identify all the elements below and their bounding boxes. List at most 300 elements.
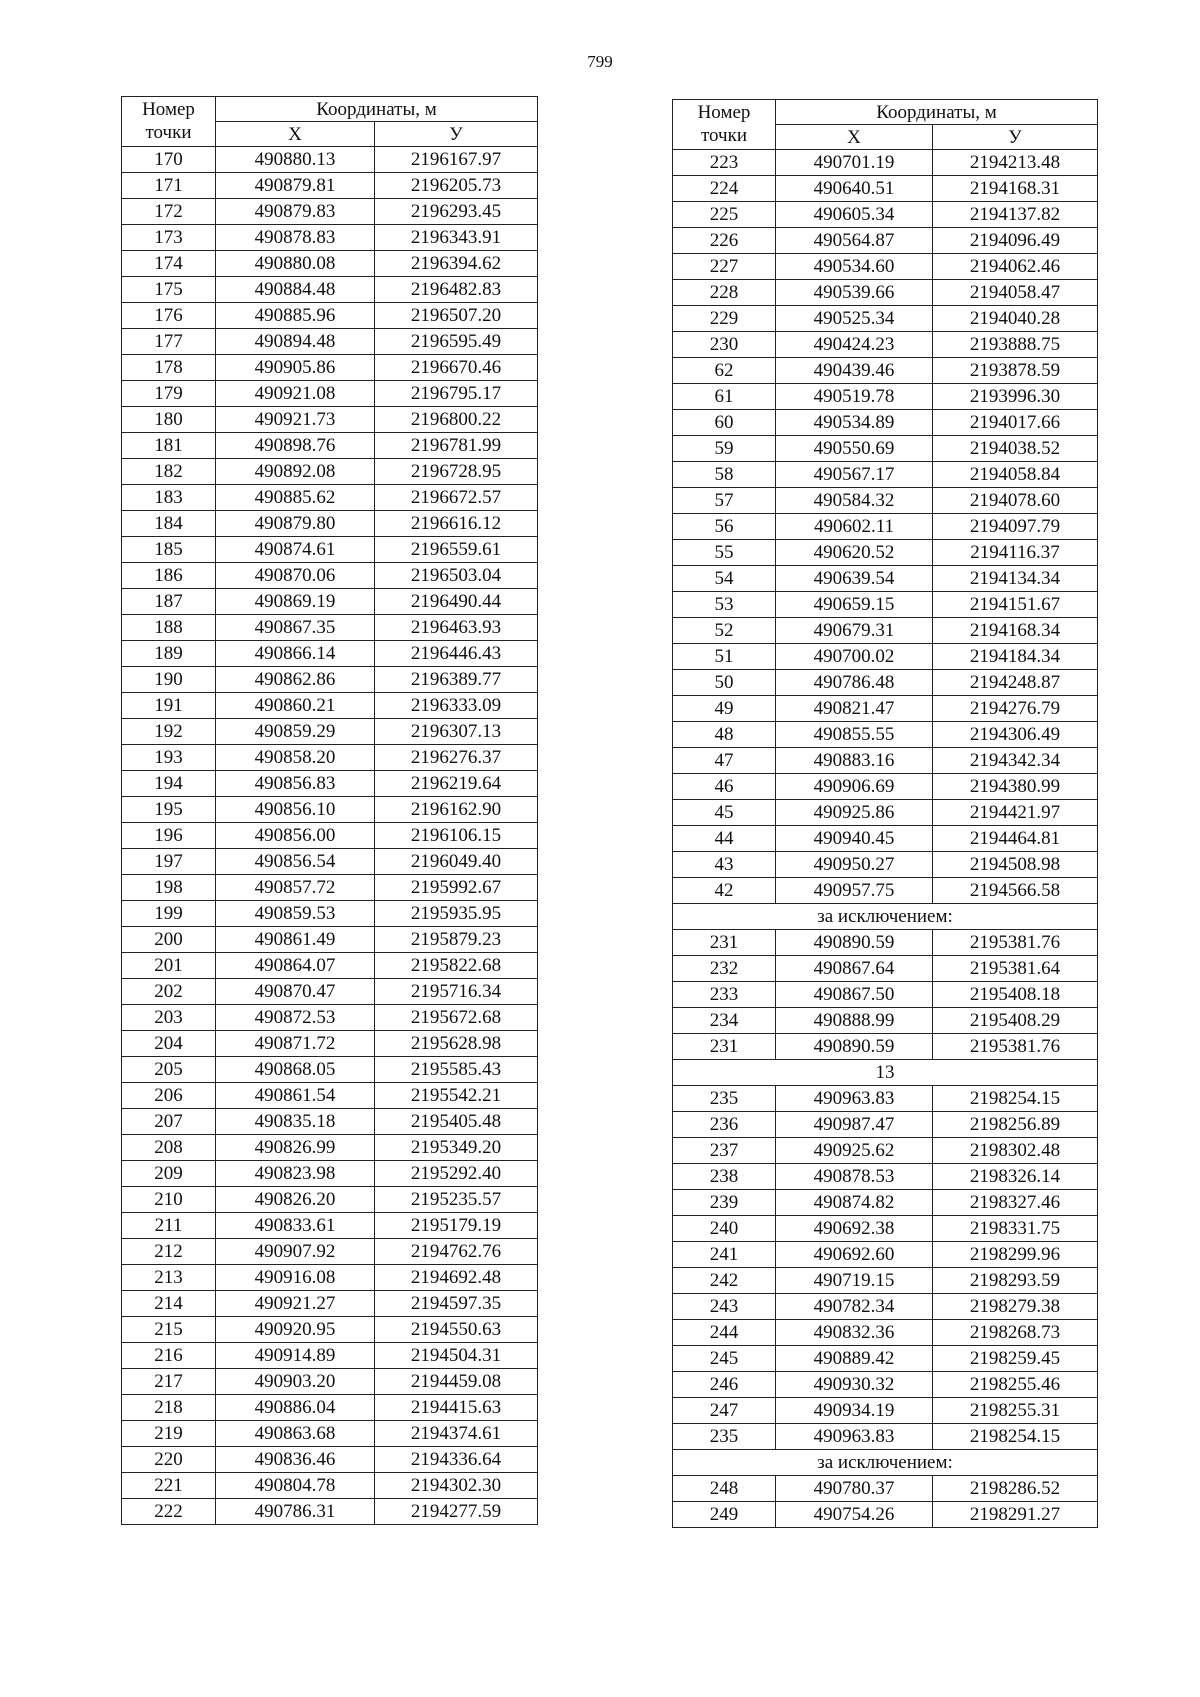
- point-number-cell: 205: [122, 1057, 216, 1083]
- y-coordinate-cell: 2195405.48: [375, 1109, 538, 1135]
- header-y: У: [933, 125, 1098, 150]
- y-coordinate-cell: 2195628.98: [375, 1031, 538, 1057]
- x-coordinate-cell: 490871.72: [216, 1031, 375, 1057]
- x-coordinate-cell: 490782.34: [776, 1294, 933, 1320]
- x-coordinate-cell: 490885.96: [216, 303, 375, 329]
- point-number-cell: 231: [673, 930, 776, 956]
- coordinates-table-left: [121, 96, 538, 1525]
- x-coordinate-cell: 490786.31: [216, 1499, 375, 1525]
- x-coordinate-cell: 490692.60: [776, 1242, 933, 1268]
- header-coordinates: Координаты, м: [776, 100, 1098, 125]
- x-coordinate-cell: 490754.26: [776, 1502, 933, 1528]
- point-number-cell: 174: [122, 251, 216, 277]
- y-coordinate-cell: 2194277.59: [375, 1499, 538, 1525]
- table-row: [673, 1034, 1098, 1060]
- x-coordinate-cell: 490872.53: [216, 1005, 375, 1031]
- x-coordinate-cell: 490870.47: [216, 979, 375, 1005]
- x-coordinate-cell: 490866.14: [216, 641, 375, 667]
- table-row: [673, 982, 1098, 1008]
- point-number-cell: 249: [673, 1502, 776, 1528]
- point-number-cell: 214: [122, 1291, 216, 1317]
- point-number-cell: 219: [122, 1421, 216, 1447]
- point-number-cell: 229: [673, 306, 776, 332]
- point-number-cell: 198: [122, 875, 216, 901]
- x-coordinate-cell: 490903.20: [216, 1369, 375, 1395]
- x-coordinate-cell: 490957.75: [776, 878, 933, 904]
- x-coordinate-cell: 490907.92: [216, 1239, 375, 1265]
- y-coordinate-cell: 2194058.84: [933, 462, 1098, 488]
- table-row: [122, 1447, 538, 1473]
- y-coordinate-cell: 2195408.18: [933, 982, 1098, 1008]
- y-coordinate-cell: 2198302.48: [933, 1138, 1098, 1164]
- y-coordinate-cell: 2196307.13: [375, 719, 538, 745]
- header-x: X: [776, 125, 933, 150]
- x-coordinate-cell: 490539.66: [776, 280, 933, 306]
- x-coordinate-cell: 490940.45: [776, 826, 933, 852]
- y-coordinate-cell: 2195179.19: [375, 1213, 538, 1239]
- table-row: [673, 1216, 1098, 1242]
- y-coordinate-cell: 2196482.83: [375, 277, 538, 303]
- table-row: [673, 644, 1098, 670]
- x-coordinate-cell: 490880.08: [216, 251, 375, 277]
- x-coordinate-cell: 490879.81: [216, 173, 375, 199]
- point-number-cell: 223: [673, 150, 776, 176]
- point-number-cell: 57: [673, 488, 776, 514]
- table-row: [122, 589, 538, 615]
- y-coordinate-cell: 2196394.62: [375, 251, 538, 277]
- x-coordinate-cell: 490780.37: [776, 1476, 933, 1502]
- point-number-cell: 208: [122, 1135, 216, 1161]
- point-number-cell: 186: [122, 563, 216, 589]
- point-number-cell: 210: [122, 1187, 216, 1213]
- y-coordinate-cell: 2194017.66: [933, 410, 1098, 436]
- point-number-cell: 49: [673, 696, 776, 722]
- x-coordinate-cell: 490605.34: [776, 202, 933, 228]
- point-number-cell: 225: [673, 202, 776, 228]
- x-coordinate-cell: 490859.29: [216, 719, 375, 745]
- y-coordinate-cell: 2196293.45: [375, 199, 538, 225]
- x-coordinate-cell: 490950.27: [776, 852, 933, 878]
- x-coordinate-cell: 490525.34: [776, 306, 933, 332]
- point-number-cell: 232: [673, 956, 776, 982]
- point-number-cell: 177: [122, 329, 216, 355]
- y-coordinate-cell: 2198259.45: [933, 1346, 1098, 1372]
- table-row: [122, 615, 538, 641]
- y-coordinate-cell: 2196728.95: [375, 459, 538, 485]
- y-coordinate-cell: 2194276.79: [933, 696, 1098, 722]
- x-coordinate-cell: 490863.68: [216, 1421, 375, 1447]
- x-coordinate-cell: 490534.89: [776, 410, 933, 436]
- y-coordinate-cell: 2198327.46: [933, 1190, 1098, 1216]
- x-coordinate-cell: 490890.59: [776, 1034, 933, 1060]
- y-coordinate-cell: 2196276.37: [375, 745, 538, 771]
- point-number-cell: 46: [673, 774, 776, 800]
- table-row: [673, 696, 1098, 722]
- x-coordinate-cell: 490804.78: [216, 1473, 375, 1499]
- table-row: [673, 384, 1098, 410]
- x-coordinate-cell: 490856.10: [216, 797, 375, 823]
- table-row: [673, 826, 1098, 852]
- y-coordinate-cell: 2194597.35: [375, 1291, 538, 1317]
- table-row: [122, 147, 538, 173]
- table-row: [673, 1398, 1098, 1424]
- y-coordinate-cell: 2196507.20: [375, 303, 538, 329]
- y-coordinate-cell: 2194062.46: [933, 254, 1098, 280]
- coordinates-table-right: [672, 99, 1098, 1528]
- table-row: [122, 1395, 538, 1421]
- point-number-cell: 44: [673, 826, 776, 852]
- point-number-cell: 178: [122, 355, 216, 381]
- table-row: [122, 771, 538, 797]
- table-row: [673, 930, 1098, 956]
- table-row: [122, 329, 538, 355]
- table-row: [122, 1239, 538, 1265]
- y-coordinate-cell: 2196595.49: [375, 329, 538, 355]
- point-number-cell: 197: [122, 849, 216, 875]
- y-coordinate-cell: 2196219.64: [375, 771, 538, 797]
- y-coordinate-cell: 2195992.67: [375, 875, 538, 901]
- y-coordinate-cell: 2198279.38: [933, 1294, 1098, 1320]
- table-row: [673, 436, 1098, 462]
- y-coordinate-cell: 2194248.87: [933, 670, 1098, 696]
- y-coordinate-cell: 2198326.14: [933, 1164, 1098, 1190]
- y-coordinate-cell: 2194137.82: [933, 202, 1098, 228]
- y-coordinate-cell: 2194342.34: [933, 748, 1098, 774]
- section-label: за исключением:: [673, 904, 1098, 930]
- x-coordinate-cell: 490864.07: [216, 953, 375, 979]
- x-coordinate-cell: 490858.20: [216, 745, 375, 771]
- point-number-cell: 211: [122, 1213, 216, 1239]
- table-row: [673, 1372, 1098, 1398]
- header-point-number: Номер точки: [122, 97, 216, 147]
- y-coordinate-cell: 2194058.47: [933, 280, 1098, 306]
- y-coordinate-cell: 2196795.17: [375, 381, 538, 407]
- x-coordinate-cell: 490679.31: [776, 618, 933, 644]
- table-row: [122, 1291, 538, 1317]
- table-row: [673, 1268, 1098, 1294]
- x-coordinate-cell: 490920.95: [216, 1317, 375, 1343]
- y-coordinate-cell: 2194096.49: [933, 228, 1098, 254]
- x-coordinate-cell: 490833.61: [216, 1213, 375, 1239]
- x-coordinate-cell: 490880.13: [216, 147, 375, 173]
- point-number-cell: 60: [673, 410, 776, 436]
- point-number-cell: 201: [122, 953, 216, 979]
- point-number-cell: 228: [673, 280, 776, 306]
- table-row: [673, 280, 1098, 306]
- table-row: [122, 511, 538, 537]
- y-coordinate-cell: 2194168.34: [933, 618, 1098, 644]
- y-coordinate-cell: 2196446.43: [375, 641, 538, 667]
- y-coordinate-cell: 2196106.15: [375, 823, 538, 849]
- x-coordinate-cell: 490914.89: [216, 1343, 375, 1369]
- point-number-cell: 226: [673, 228, 776, 254]
- x-coordinate-cell: 490885.62: [216, 485, 375, 511]
- header-point-number: Номер точки: [673, 100, 776, 150]
- y-coordinate-cell: 2195672.68: [375, 1005, 538, 1031]
- point-number-cell: 184: [122, 511, 216, 537]
- x-coordinate-cell: 490639.54: [776, 566, 933, 592]
- table-row: [122, 1187, 538, 1213]
- point-number-cell: 218: [122, 1395, 216, 1421]
- point-number-cell: 42: [673, 878, 776, 904]
- table-row: [673, 1086, 1098, 1112]
- x-coordinate-cell: 490859.53: [216, 901, 375, 927]
- x-coordinate-cell: 490855.55: [776, 722, 933, 748]
- table-row: [122, 1421, 538, 1447]
- table-row: [122, 1083, 538, 1109]
- y-coordinate-cell: 2194692.48: [375, 1265, 538, 1291]
- y-coordinate-cell: 2198254.15: [933, 1086, 1098, 1112]
- table-row: [673, 540, 1098, 566]
- point-number-cell: 212: [122, 1239, 216, 1265]
- table-row: [673, 306, 1098, 332]
- table-row: [122, 745, 538, 771]
- y-coordinate-cell: 2194336.64: [375, 1447, 538, 1473]
- x-coordinate-cell: 490826.20: [216, 1187, 375, 1213]
- y-coordinate-cell: 2194038.52: [933, 436, 1098, 462]
- y-coordinate-cell: 2194508.98: [933, 852, 1098, 878]
- y-coordinate-cell: 2195408.29: [933, 1008, 1098, 1034]
- point-number-cell: 175: [122, 277, 216, 303]
- x-coordinate-cell: 490921.73: [216, 407, 375, 433]
- y-coordinate-cell: 2198256.89: [933, 1112, 1098, 1138]
- table-row: [122, 1369, 538, 1395]
- table-row: [673, 774, 1098, 800]
- x-coordinate-cell: 490892.08: [216, 459, 375, 485]
- table-row: [673, 514, 1098, 540]
- point-number-cell: 215: [122, 1317, 216, 1343]
- x-coordinate-cell: 490925.62: [776, 1138, 933, 1164]
- point-number-cell: 193: [122, 745, 216, 771]
- x-coordinate-cell: 490719.15: [776, 1268, 933, 1294]
- point-number-cell: 185: [122, 537, 216, 563]
- point-number-cell: 213: [122, 1265, 216, 1291]
- table-row: [673, 176, 1098, 202]
- y-coordinate-cell: 2195879.23: [375, 927, 538, 953]
- y-coordinate-cell: 2195381.76: [933, 1034, 1098, 1060]
- x-coordinate-cell: 490921.08: [216, 381, 375, 407]
- point-number-cell: 221: [122, 1473, 216, 1499]
- table-row: [673, 800, 1098, 826]
- y-coordinate-cell: 2196049.40: [375, 849, 538, 875]
- x-coordinate-cell: 490867.50: [776, 982, 933, 1008]
- table-row: [122, 407, 538, 433]
- table-row: [122, 693, 538, 719]
- y-coordinate-cell: 2194040.28: [933, 306, 1098, 332]
- x-coordinate-cell: 490701.19: [776, 150, 933, 176]
- x-coordinate-cell: 490921.27: [216, 1291, 375, 1317]
- x-coordinate-cell: 490963.83: [776, 1424, 933, 1450]
- x-coordinate-cell: 490874.82: [776, 1190, 933, 1216]
- x-coordinate-cell: 490894.48: [216, 329, 375, 355]
- y-coordinate-cell: 2194459.08: [375, 1369, 538, 1395]
- x-coordinate-cell: 490906.69: [776, 774, 933, 800]
- x-coordinate-cell: 490905.86: [216, 355, 375, 381]
- point-number-cell: 176: [122, 303, 216, 329]
- table-row: [122, 459, 538, 485]
- point-number-cell: 199: [122, 901, 216, 927]
- x-coordinate-cell: 490934.19: [776, 1398, 933, 1424]
- header-coordinates: Координаты, м: [216, 97, 538, 122]
- y-coordinate-cell: 2193888.75: [933, 332, 1098, 358]
- table-row: [122, 641, 538, 667]
- point-number-cell: 209: [122, 1161, 216, 1187]
- table-row: [673, 254, 1098, 280]
- y-coordinate-cell: 2196559.61: [375, 537, 538, 563]
- x-coordinate-cell: 490888.99: [776, 1008, 933, 1034]
- x-coordinate-cell: 490534.60: [776, 254, 933, 280]
- table-row: [673, 1346, 1098, 1372]
- point-number-cell: 192: [122, 719, 216, 745]
- y-coordinate-cell: 2198331.75: [933, 1216, 1098, 1242]
- table-row: [122, 719, 538, 745]
- table-row: [673, 488, 1098, 514]
- table-row: [122, 901, 538, 927]
- point-number-cell: 238: [673, 1164, 776, 1190]
- point-number-cell: 182: [122, 459, 216, 485]
- y-coordinate-cell: 2198291.27: [933, 1502, 1098, 1528]
- x-coordinate-cell: 490860.21: [216, 693, 375, 719]
- table-row: [673, 462, 1098, 488]
- x-coordinate-cell: 490925.86: [776, 800, 933, 826]
- x-coordinate-cell: 490883.16: [776, 748, 933, 774]
- y-coordinate-cell: 2194374.61: [375, 1421, 538, 1447]
- y-coordinate-cell: 2198299.96: [933, 1242, 1098, 1268]
- table-row: [122, 303, 538, 329]
- table-row: [122, 173, 538, 199]
- y-coordinate-cell: 2194762.76: [375, 1239, 538, 1265]
- point-number-cell: 52: [673, 618, 776, 644]
- point-number-cell: 248: [673, 1476, 776, 1502]
- x-coordinate-cell: 490856.83: [216, 771, 375, 797]
- table-row: [673, 956, 1098, 982]
- table-row: [122, 1161, 538, 1187]
- point-number-cell: 240: [673, 1216, 776, 1242]
- y-coordinate-cell: 2198255.31: [933, 1398, 1098, 1424]
- point-number-cell: 195: [122, 797, 216, 823]
- table-row: [673, 878, 1098, 904]
- point-number-cell: 194: [122, 771, 216, 797]
- table-row: [122, 485, 538, 511]
- table-row: [122, 225, 538, 251]
- point-number-cell: 45: [673, 800, 776, 826]
- x-coordinate-cell: 490867.64: [776, 956, 933, 982]
- x-coordinate-cell: 490868.05: [216, 1057, 375, 1083]
- point-number-cell: 180: [122, 407, 216, 433]
- point-number-cell: 246: [673, 1372, 776, 1398]
- y-coordinate-cell: 2196490.44: [375, 589, 538, 615]
- table-row: [122, 797, 538, 823]
- y-coordinate-cell: 2196167.97: [375, 147, 538, 173]
- y-coordinate-cell: 2196781.99: [375, 433, 538, 459]
- point-number-cell: 245: [673, 1346, 776, 1372]
- point-number-cell: 191: [122, 693, 216, 719]
- x-coordinate-cell: 490700.02: [776, 644, 933, 670]
- y-coordinate-cell: 2198254.15: [933, 1424, 1098, 1450]
- section-label: за исключением:: [673, 1450, 1098, 1476]
- y-coordinate-cell: 2195349.20: [375, 1135, 538, 1161]
- y-coordinate-cell: 2194213.48: [933, 150, 1098, 176]
- point-number-cell: 50: [673, 670, 776, 696]
- x-coordinate-cell: 490874.61: [216, 537, 375, 563]
- table-row: [122, 277, 538, 303]
- y-coordinate-cell: 2194097.79: [933, 514, 1098, 540]
- x-coordinate-cell: 490861.49: [216, 927, 375, 953]
- x-coordinate-cell: 490424.23: [776, 332, 933, 358]
- point-number-cell: 235: [673, 1424, 776, 1450]
- y-coordinate-cell: 2196162.90: [375, 797, 538, 823]
- point-number-cell: 172: [122, 199, 216, 225]
- x-coordinate-cell: 490867.35: [216, 615, 375, 641]
- table-row: [122, 1499, 538, 1525]
- point-number-cell: 187: [122, 589, 216, 615]
- table-row: [673, 1320, 1098, 1346]
- table-row: [673, 332, 1098, 358]
- y-coordinate-cell: 2196205.73: [375, 173, 538, 199]
- point-number-cell: 241: [673, 1242, 776, 1268]
- y-coordinate-cell: 2196670.46: [375, 355, 538, 381]
- point-number-cell: 47: [673, 748, 776, 774]
- x-coordinate-cell: 490890.59: [776, 930, 933, 956]
- table-row: [673, 202, 1098, 228]
- point-number-cell: 239: [673, 1190, 776, 1216]
- point-number-cell: 179: [122, 381, 216, 407]
- table-row: [673, 592, 1098, 618]
- x-coordinate-cell: 490821.47: [776, 696, 933, 722]
- table-row: [673, 1164, 1098, 1190]
- x-coordinate-cell: 490519.78: [776, 384, 933, 410]
- table-row: [122, 1031, 538, 1057]
- table-row: [673, 748, 1098, 774]
- left-table-body: [122, 147, 538, 1525]
- y-coordinate-cell: 2194151.67: [933, 592, 1098, 618]
- x-coordinate-cell: 490879.80: [216, 511, 375, 537]
- point-number-cell: 58: [673, 462, 776, 488]
- x-coordinate-cell: 490692.38: [776, 1216, 933, 1242]
- point-number-cell: 61: [673, 384, 776, 410]
- table-row: [122, 1109, 538, 1135]
- table-row: [122, 1005, 538, 1031]
- point-number-cell: 247: [673, 1398, 776, 1424]
- x-coordinate-cell: 490856.00: [216, 823, 375, 849]
- y-coordinate-cell: 2196672.57: [375, 485, 538, 511]
- x-coordinate-cell: 490550.69: [776, 436, 933, 462]
- header-x: X: [216, 122, 375, 147]
- table-row: [673, 1138, 1098, 1164]
- x-coordinate-cell: 490835.18: [216, 1109, 375, 1135]
- y-coordinate-cell: 2193878.59: [933, 358, 1098, 384]
- right-table-body: [673, 150, 1098, 1528]
- point-number-cell: 48: [673, 722, 776, 748]
- table-row: [122, 1265, 538, 1291]
- y-coordinate-cell: 2196616.12: [375, 511, 538, 537]
- table-row: [673, 1190, 1098, 1216]
- table-row: [122, 1057, 538, 1083]
- table-row: [673, 618, 1098, 644]
- table-row: [673, 358, 1098, 384]
- table-row: [673, 722, 1098, 748]
- x-coordinate-cell: 490930.32: [776, 1372, 933, 1398]
- point-number-cell: 171: [122, 173, 216, 199]
- point-number-cell: 53: [673, 592, 776, 618]
- point-number-cell: 207: [122, 1109, 216, 1135]
- section-label: 13: [673, 1060, 1098, 1086]
- y-coordinate-cell: 2196463.93: [375, 615, 538, 641]
- point-number-cell: 200: [122, 927, 216, 953]
- y-coordinate-cell: 2194078.60: [933, 488, 1098, 514]
- page-number: 799: [587, 52, 613, 71]
- point-number-cell: 56: [673, 514, 776, 540]
